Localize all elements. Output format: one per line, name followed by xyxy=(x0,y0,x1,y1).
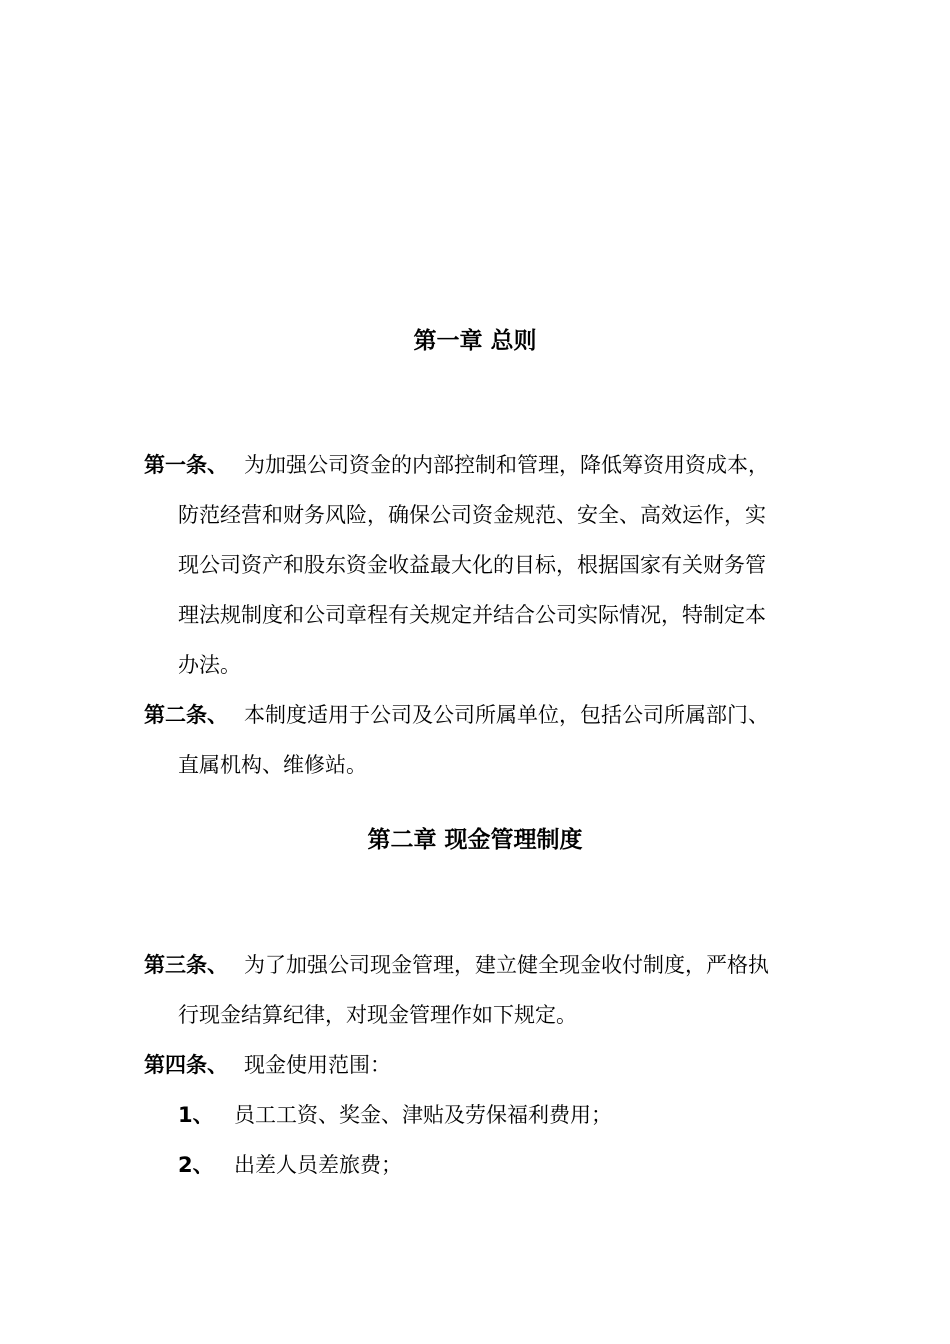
article-1-line-5: 办法。 xyxy=(178,653,241,677)
chapter-2-title: 第二章 现金管理制度 xyxy=(367,827,583,853)
list-item-1-number: 1、 xyxy=(178,1103,214,1127)
list-item-2-text: 出差人员差旅费； xyxy=(234,1153,402,1177)
chapter-1-title: 第一章 总则 xyxy=(413,328,537,354)
list-item-2 xyxy=(178,1140,402,1190)
article-4-label: 第四条、 xyxy=(144,1053,228,1077)
article-1-label: 第一条、 xyxy=(144,453,228,477)
list-item-1-text: 员工工资、奖金、津贴及劳保福利费用； xyxy=(234,1103,612,1127)
article-4 xyxy=(144,1040,824,1090)
article-2-line-1: 本制度适用于公司及公司所属单位，包括公司所属部门、 xyxy=(244,703,769,727)
article-3-line-1: 为了加强公司现金管理，建立健全现金收付制度，严格执 xyxy=(244,953,769,977)
article-2 xyxy=(144,690,824,790)
article-4-line-1: 现金使用范围： xyxy=(244,1053,391,1077)
article-2-label: 第二条、 xyxy=(144,703,228,727)
article-1-line-2: 防范经营和财务风险，确保公司资金规范、安全、高效运作，实 xyxy=(178,503,766,527)
list-item-2-number: 2、 xyxy=(178,1153,214,1177)
article-3-line-2: 行现金结算纪律，对现金管理作如下规定。 xyxy=(178,1003,577,1027)
article-1-line-4: 理法规制度和公司章程有关规定并结合公司实际情况，特制定本 xyxy=(178,603,766,627)
article-3 xyxy=(144,940,824,1040)
article-1-line-1: 为加强公司资金的内部控制和管理，降低筹资用资成本， xyxy=(244,453,769,477)
article-1 xyxy=(144,440,824,690)
list-item-1 xyxy=(178,1090,612,1140)
article-1-line-3: 现公司资产和股东资金收益最大化的目标，根据国家有关财务管 xyxy=(178,553,766,577)
article-2-line-2: 直属机构、维修站。 xyxy=(178,753,367,777)
article-3-label: 第三条、 xyxy=(144,953,228,977)
